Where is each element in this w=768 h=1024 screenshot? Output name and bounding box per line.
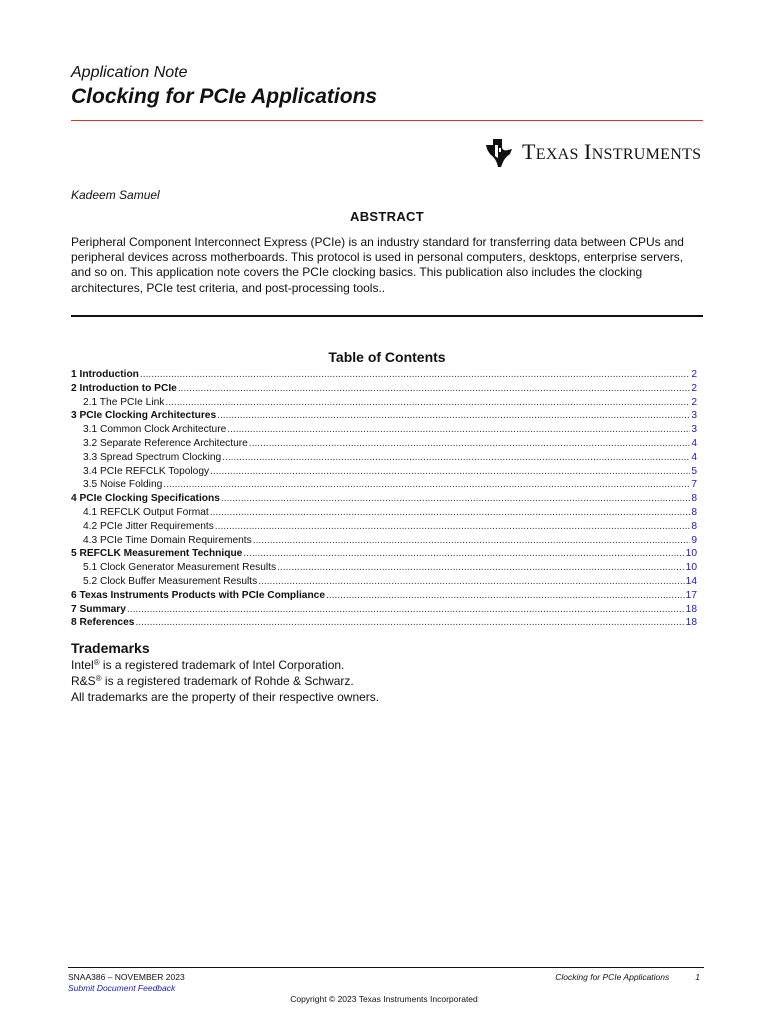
- toc-item-clock-buffer-results[interactable]: 5.2 Clock Buffer Measurement Results ..... 14: [71, 575, 697, 589]
- page-title: Clocking for PCIe Applications: [71, 85, 378, 108]
- toc-item-introduction[interactable]: 1 Introduction ..... 2: [71, 368, 697, 382]
- toc-item-time-domain[interactable]: 4.3 PCIe Time Domain Requirements ..... 9: [71, 534, 697, 548]
- trademark-rs: R&S® is a registered trademark of Rohde & Schwarz.: [71, 674, 354, 688]
- toc-item-summary[interactable]: 7 Summary ..... 18: [71, 603, 697, 617]
- company-logo: [484, 136, 701, 168]
- texas-instruments-logo-icon: [484, 136, 514, 168]
- toc-item-clocking-specifications[interactable]: 4 PCIe Clocking Specifications ..... 8: [71, 492, 697, 506]
- toc-item-references[interactable]: 8 References ..... 18: [71, 616, 697, 630]
- submit-feedback-link[interactable]: Submit Document Feedback: [68, 983, 176, 993]
- footer-left: [68, 972, 185, 994]
- toc-item-jitter-requirements[interactable]: 4.2 PCIe Jitter Requirements ..... 8: [71, 520, 697, 534]
- toc-item-spread-spectrum[interactable]: 3.3 Spread Spectrum Clocking ..... 4: [71, 451, 697, 465]
- abstract-body: Peripheral Component Interconnect Express (PCIe) is an industry standard for transferring data between CPUs and peripheral devices across motherboards. This protocol is used in personal computers, desktops, enterprise servers, and so on. This application note covers the PCIe clocking basics. This publication also includes the clocking architectures, PCIe test criteria, and post-processing tools..: [71, 235, 684, 295]
- toc-item-common-clock[interactable]: 3.1 Common Clock Architecture ..... 3: [71, 423, 697, 437]
- doc-type: Application Note: [71, 64, 188, 81]
- logo-text-exas: EXAS: [535, 146, 579, 163]
- toc-item-refclk-topology[interactable]: 3.4 PCIe REFCLK Topology ..... 5: [71, 465, 697, 479]
- trademarks-body: [71, 657, 379, 705]
- toc-title: Table of Contents: [328, 349, 446, 365]
- footer-copyright: Copyright © 2023 Texas Instruments Incorporated: [290, 994, 478, 1004]
- toc-item-pcie-link[interactable]: 2.1 The PCIe Link ..... 2: [71, 396, 697, 410]
- logo-text-i: I: [584, 139, 592, 164]
- toc-item-refclk-output-format[interactable]: 4.1 REFCLK Output Format ..... 8: [71, 506, 697, 520]
- toc-item-clocking-architectures[interactable]: 3 PCIe Clocking Architectures ..... 3: [71, 409, 697, 423]
- trademark-intel: Intel® is a registered trademark of Intel Corporation.: [71, 658, 345, 672]
- footer-page-number: 1: [695, 972, 700, 982]
- footer-doc-id: SNAA386 – NOVEMBER 2023: [68, 972, 185, 982]
- footer-divider: [68, 967, 704, 968]
- toc-item-intro-pcie[interactable]: 2 Introduction to PCIe ..... 2: [71, 382, 697, 396]
- logo-text-nstruments: NSTRUMENTS: [591, 146, 702, 163]
- trademarks-heading: Trademarks: [71, 640, 150, 656]
- toc-item-noise-folding[interactable]: 3.5 Noise Folding ..... 7: [71, 478, 697, 492]
- table-of-contents: [71, 368, 697, 630]
- toc-item-clock-generator-results[interactable]: 5.1 Clock Generator Measurement Results ..... 10: [71, 561, 697, 575]
- toc-item-ti-products[interactable]: 6 Texas Instruments Products with PCIe Compliance ..... 17: [71, 589, 697, 603]
- title-divider: [71, 120, 703, 121]
- trademark-owners: All trademarks are the property of their respective owners.: [71, 690, 380, 704]
- footer-doc-title: Clocking for PCIe Applications: [555, 972, 670, 982]
- logo-text-t: T: [522, 139, 536, 164]
- toc-item-separate-reference[interactable]: 3.2 Separate Reference Architecture ..... 4: [71, 437, 697, 451]
- author: Kadeem Samuel: [71, 188, 160, 202]
- toc-item-measurement-technique[interactable]: 5 REFCLK Measurement Technique ..... 10: [71, 547, 697, 561]
- abstract-divider: [71, 315, 703, 317]
- abstract-heading: ABSTRACT: [350, 209, 424, 224]
- footer-right: [555, 972, 700, 982]
